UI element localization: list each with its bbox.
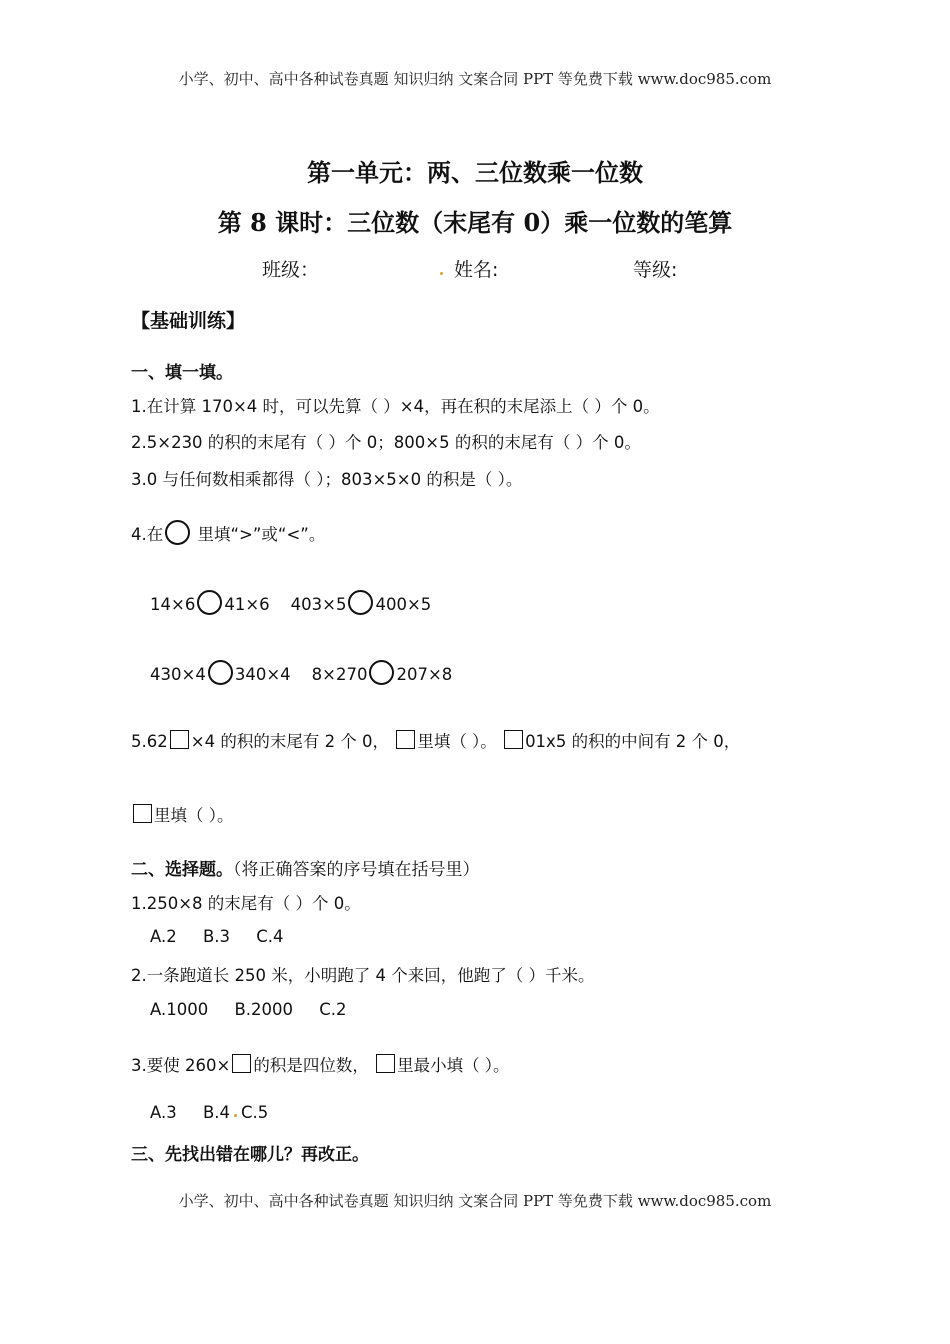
part1-question-5 [131,728,740,752]
square-blank-icon[interactable] [504,730,523,749]
compare-expr: 400×5 [375,595,432,614]
part2-question-1: 1.250×8 的末尾有（ ）个 0。 [131,894,361,913]
compare-row-2 [150,660,452,685]
grade-label: 等级: [633,259,678,281]
square-blank-icon[interactable] [232,1054,251,1073]
circle-blank-icon[interactable] [369,660,394,685]
class-label: 班级： [262,259,320,281]
circle-blank-icon [165,520,190,545]
part2-question-2: 2.一条跑道长 250 米，小明跑了 4 个来回，他跑了（ ）千米。 [131,966,595,985]
compare-expr: 14×6 [150,595,196,614]
mark-dot [234,1114,237,1117]
option-ab: A.3 B.4 [150,1103,231,1122]
part2-question-3 [131,1052,510,1076]
part1-question-3: 3.0 与任何数相乘都得（ ）；803×5×0 的积是（ ）。 [131,470,523,489]
square-blank-icon[interactable] [133,804,152,823]
q3-prefix: 3.要使 260× [131,1056,231,1075]
mark-dot [440,272,443,275]
q4-suffix: 里填“>”或“<”。 [197,525,326,544]
circle-blank-icon[interactable] [348,590,373,615]
circle-blank-icon[interactable] [208,660,233,685]
q5-prefix: 5.62 [131,732,168,751]
part1-question-5-cont [131,802,234,826]
section-basic-training: 【基础训练】 [131,310,246,332]
compare-expr: 8×270 [311,665,368,684]
name-label: 姓名: [454,259,499,281]
q5-text: 01x5 的积的中间有 2 个 0， [525,732,741,751]
square-blank-icon[interactable] [396,730,415,749]
q5-text: 里填（ ）。 [417,732,497,751]
unit-title: 第一单元：两、三位数乘一位数 [307,158,643,187]
compare-expr: 430×4 [150,665,206,684]
part2-question-2-options: A.1000 B.2000 C.2 [150,1000,347,1019]
compare-row-1 [150,590,431,615]
part3-heading: 三、先找出错在哪儿？再改正。 [131,1145,369,1165]
circle-blank-icon[interactable] [197,590,222,615]
page-header: 小学、初中、高中各种试卷真题 知识归纳 文案合同 PPT 等免费下载 www.doc985.com [178,70,772,88]
part2-question-1-options: A.2 B.3 C.4 [150,927,284,946]
part2-heading [131,855,480,880]
q5-text: 里填（ ）。 [154,806,234,825]
part2-question-3-options [150,1103,268,1122]
compare-expr: 41×6 [224,595,270,614]
compare-expr: 340×4 [234,665,291,684]
part1-question-1: 1.在计算 170×4 时，可以先算（ ）×4，再在积的末尾添上（ ）个 0。 [131,397,660,416]
q5-text: ×4 的积的末尾有 2 个 0， [190,732,390,751]
lesson-title: 第 8 课时：三位数（末尾有 0）乘一位数的笔算 [217,208,733,237]
part1-question-4 [131,520,325,545]
square-blank-icon[interactable] [170,730,189,749]
q3-text: 的积是四位数， [253,1056,369,1075]
compare-expr: 207×8 [396,665,453,684]
part1-question-2: 2.5×230 的积的末尾有（ ）个 0；800×5 的积的末尾有（ ）个 0。 [131,433,641,452]
part2-title: 二、选择题。 [131,860,233,880]
part1-heading: 一、填一填。 [131,363,233,383]
q3-text: 里最小填（ ）。 [397,1056,510,1075]
square-blank-icon[interactable] [376,1054,395,1073]
part2-note: （将正确答案的序号填在括号里） [233,860,480,880]
compare-expr: 403×5 [290,595,347,614]
q4-prefix: 4.在 [131,525,164,544]
option-c: C.5 [241,1103,269,1122]
page-footer: 小学、初中、高中各种试卷真题 知识归纳 文案合同 PPT 等免费下载 www.doc985.com [178,1192,772,1210]
